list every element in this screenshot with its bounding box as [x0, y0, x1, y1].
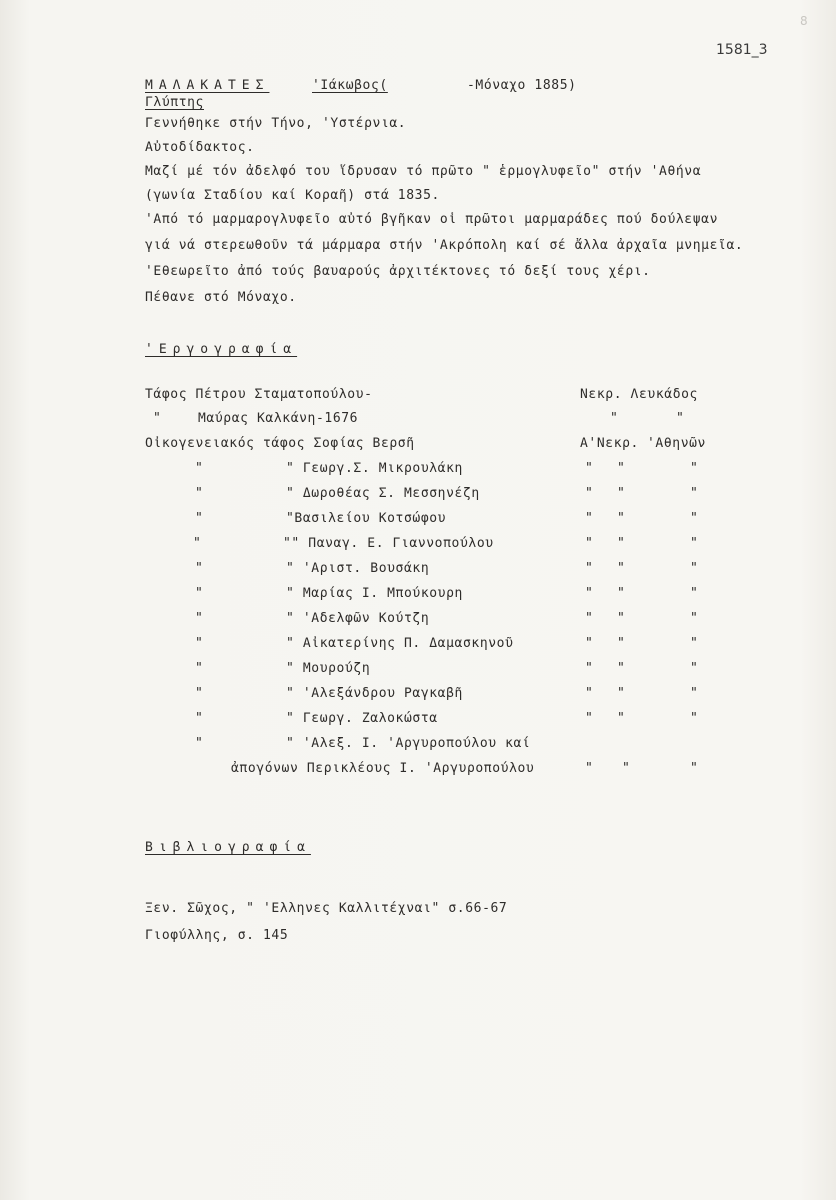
ditto-mark: " [585, 611, 594, 626]
works-entry: "" Παναγ. Ε. Γιαννοπούλου [283, 536, 494, 551]
ditto-mark: " [690, 511, 699, 526]
ditto-mark: " [195, 736, 204, 751]
ditto-mark: " [617, 511, 626, 526]
ditto-mark: " [617, 586, 626, 601]
works-entry: " 'Αδελφῶν Κούτζη [286, 611, 430, 626]
ditto-mark: " [690, 536, 699, 551]
ditto-mark: " [195, 636, 204, 651]
ditto-mark: " [617, 636, 626, 651]
first-name: 'Ιάκωβος( [312, 78, 388, 93]
bio-line: 'Από τό μαρμαρογλυφεῖο αὐτό βγῆκαν οἱ πρῶτοι μαρμαράδες πού δούλεψαν [145, 212, 719, 227]
ditto-mark: " [690, 686, 699, 701]
works-entry: " 'Αριστ. Βουσάκη [286, 561, 430, 576]
works-entry: " Γεωργ. Ζαλοκώστα [286, 711, 438, 726]
ditto-mark: " [617, 611, 626, 626]
ditto-mark: " [195, 686, 204, 701]
ditto-mark: " [676, 411, 685, 426]
works-entry: " Μαρίας Ι. Μπούκουρη [286, 586, 463, 601]
ditto-mark: " [690, 561, 699, 576]
works-entry: Τάφος Πέτρου Σταματοπούλου- [145, 387, 373, 402]
ditto-mark: " [585, 536, 594, 551]
ditto-mark: " [153, 411, 162, 426]
works-entry: Μαύρας Καλκάνη-1676 [198, 411, 359, 426]
ditto-mark: " [585, 461, 594, 476]
ditto-mark: " [690, 711, 699, 726]
ditto-mark: " [617, 461, 626, 476]
surname: ΜΑΛΑΚΑΤΕΣ [145, 78, 270, 93]
works-entry: " Δωροθέας Σ. Μεσσηνέζη [286, 486, 480, 501]
ditto-mark: " [195, 461, 204, 476]
ditto-mark: " [610, 411, 619, 426]
ditto-mark: " [585, 686, 594, 701]
bibliography-heading: Βιβλιογραφία [145, 840, 311, 855]
profession: Γλύπτης [145, 95, 204, 110]
ditto-mark: " [617, 711, 626, 726]
ditto-mark: " [195, 586, 204, 601]
ditto-mark: " [195, 511, 204, 526]
ditto-mark: " [585, 511, 594, 526]
ditto-mark: " [195, 661, 204, 676]
ditto-mark: " [585, 711, 594, 726]
works-entry: " Γεωργ.Σ. Μικρουλάκη [286, 461, 463, 476]
ditto-mark: " [690, 586, 699, 601]
ditto-mark: " [690, 486, 699, 501]
ditto-mark: " [195, 561, 204, 576]
bio-line: Γεννήθηκε στήν Τήνο, 'Υστέρνια. [145, 116, 407, 131]
death-info: -Μόναχο 1885) [467, 78, 577, 93]
ditto-mark: " [585, 586, 594, 601]
works-heading: 'Εργογραφία [145, 342, 298, 357]
works-entry: Οἰκογενειακός τάφος Σοφίας Βερσῆ [145, 436, 415, 451]
works-entry: " 'Αλεξάνδρου Ραγκαβῆ [286, 686, 463, 701]
ditto-mark: " [193, 536, 202, 551]
works-entry: " Μουρούζη [286, 661, 371, 676]
bibliography-entry: Γιοφύλλης, σ. 145 [145, 928, 289, 943]
ditto-mark: " [585, 661, 594, 676]
ditto-mark: " [585, 636, 594, 651]
bio-line: (γωνία Σταδίου καί Κοραῆ) στά 1835. [145, 188, 440, 203]
archive-number: 1581_3 [716, 42, 768, 58]
ditto-mark: " [622, 761, 631, 776]
ditto-mark: " [617, 486, 626, 501]
bibliography-entry: Ξεν. Σῶχος, " 'Ελληνες Καλλιτέχναι" σ.66-67 [145, 901, 508, 916]
faint-page-mark: 8 [800, 14, 808, 28]
ditto-mark: " [690, 461, 699, 476]
ditto-mark: " [690, 636, 699, 651]
ditto-mark: " [195, 486, 204, 501]
works-entry: "Βασιλείου Κοτσώφου [286, 511, 447, 526]
works-entry: ἀπογόνων Περικλέους Ι. 'Αργυροπούλου [231, 761, 535, 776]
ditto-mark: " [195, 711, 204, 726]
ditto-mark: " [585, 486, 594, 501]
ditto-mark: " [617, 561, 626, 576]
works-location: Α'Νεκρ. [580, 436, 639, 451]
ditto-mark: " [585, 561, 594, 576]
bio-line: Αὐτοδίδακτος. [145, 140, 255, 155]
ditto-mark: " [690, 661, 699, 676]
works-entry: " Αἰκατερίνης Π. Δαμασκηνοῦ [286, 636, 514, 651]
bio-line: γιά νά στερεωθοῦν τά μάρμαρα στήν 'Ακρόπολη καί σέ ἄλλα ἀρχαῖα μνημεῖα. [145, 238, 744, 253]
works-location: Νεκρ. Λευκάδος [580, 387, 698, 402]
bio-line: 'Εθεωρεῖτο ἀπό τούς βαυαρούς ἀρχιτέκτονες τό δεξί τους χέρι. [145, 264, 651, 279]
ditto-mark: " [195, 611, 204, 626]
ditto-mark: " [690, 761, 699, 776]
ditto-mark: " [617, 686, 626, 701]
works-entry: " 'Αλεξ. Ι. 'Αργυροπούλου καί [286, 736, 531, 751]
ditto-mark: " [585, 761, 594, 776]
works-location: 'Αθηνῶν [647, 436, 706, 451]
bio-line: Μαζί μέ τόν ἀδελφό του ἵδρυσαν τό πρῶτο " ἑρμογλυφεῖο" στήν 'Αθήνα [145, 164, 702, 179]
ditto-mark: " [617, 536, 626, 551]
ditto-mark: " [690, 611, 699, 626]
ditto-mark: " [617, 661, 626, 676]
bio-line: Πέθανε στό Μόναχο. [145, 290, 297, 305]
